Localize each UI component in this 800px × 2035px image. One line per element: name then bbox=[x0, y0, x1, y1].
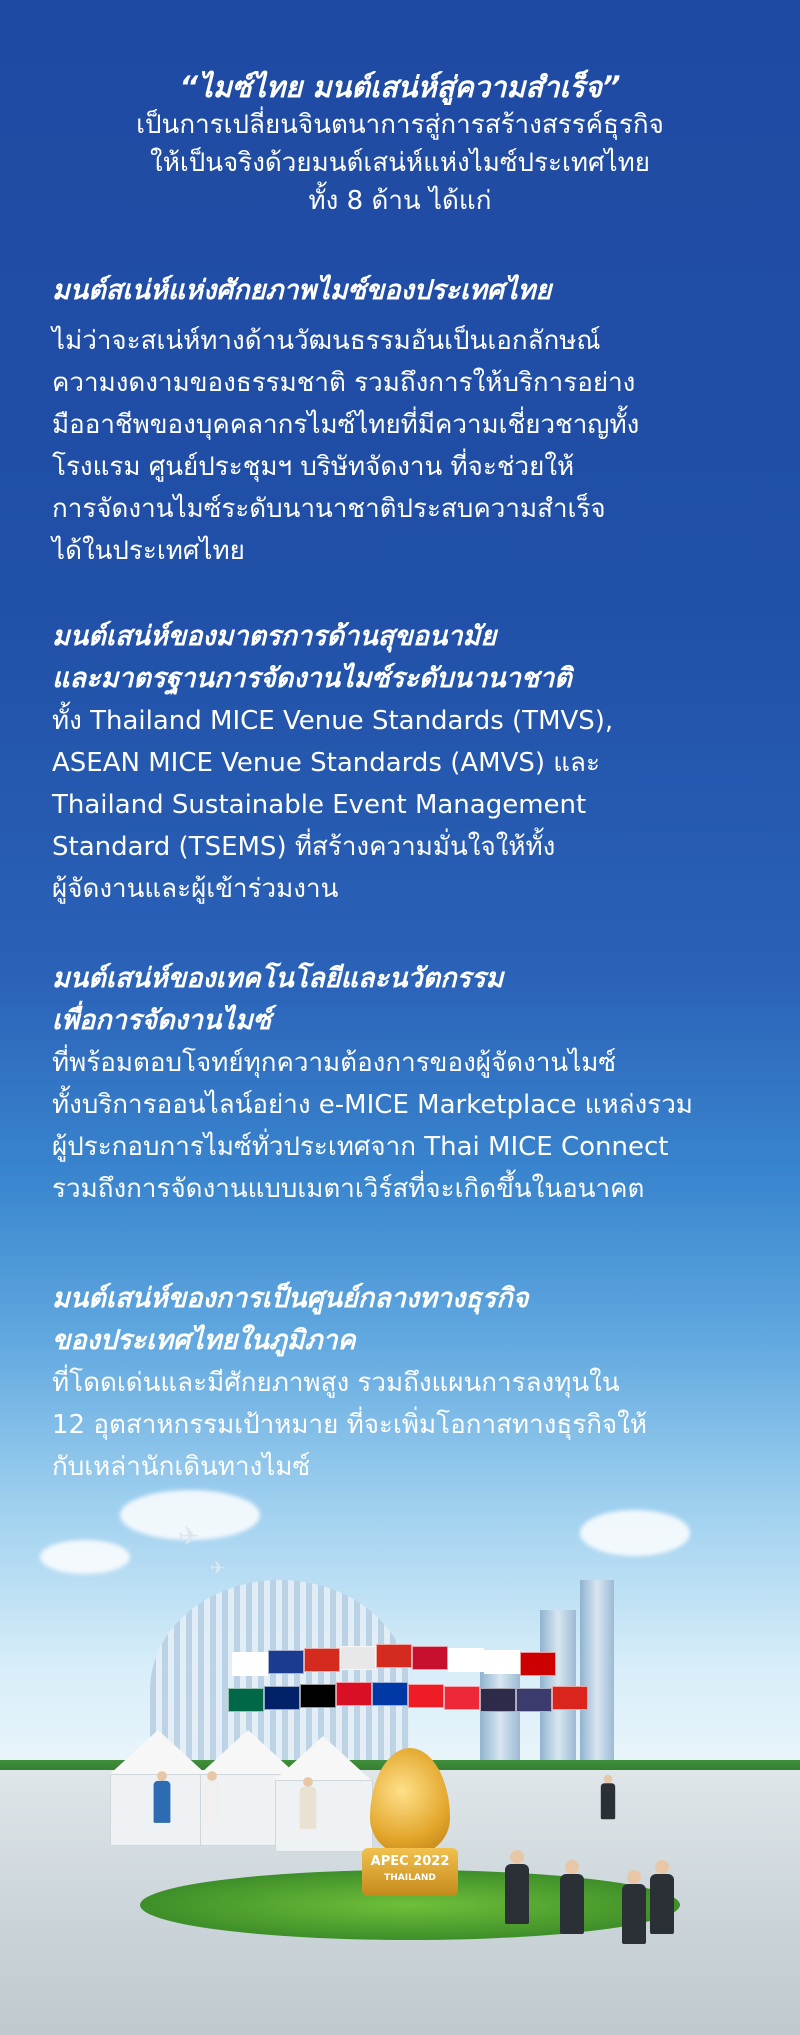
section-heading: มนต์เสน่ห์ของเทคโนโลยีและนวัตกรรม bbox=[52, 963, 504, 994]
body-line: ASEAN MICE Venue Standards (AMVS) และ bbox=[52, 748, 600, 778]
person bbox=[154, 1771, 171, 1823]
flag bbox=[340, 1646, 376, 1670]
intro-line: ให้เป็นจริงด้วยมนต์เสน่ห์แห่งไมซ์ประเทศไทย bbox=[150, 148, 650, 178]
body-line: รวมถึงการจัดงานแบบเมตาเวิร์สที่จะเกิดขึ้นในอนาคต bbox=[52, 1174, 645, 1204]
body-line: ความงดงามของธรรมชาติ รวมถึงการให้บริการอย่าง bbox=[52, 368, 636, 398]
body-line: มืออาชีพของบุคคลากรไมซ์ไทยที่มีความเชี่ยวชาญทั้ง bbox=[52, 410, 640, 440]
body-line: ที่พร้อมตอบโจทย์ทุกความต้องการของผู้จัดงานไมซ์ bbox=[52, 1048, 617, 1078]
section-body bbox=[52, 700, 764, 910]
apec-trophy-icon bbox=[362, 1748, 458, 1898]
flag bbox=[444, 1686, 480, 1710]
body-line: ทั้งบริการออนไลน์อย่าง e-MICE Marketplace แหล่งรวม bbox=[52, 1090, 693, 1120]
section-heading: ของประเทศไทยในภูมิภาค bbox=[52, 1325, 356, 1356]
cloud bbox=[580, 1510, 690, 1556]
skyscraper bbox=[580, 1580, 614, 1780]
booth bbox=[275, 1780, 373, 1852]
trophy-plate bbox=[362, 1848, 458, 1896]
body-line: กับเหล่านักเดินทางไมซ์ bbox=[52, 1452, 311, 1482]
booth-tent bbox=[275, 1736, 371, 1780]
body-line: ผู้จัดงานและผู้เข้าร่วมงาน bbox=[52, 874, 339, 904]
event-illustration bbox=[0, 1430, 800, 2035]
intro-block bbox=[0, 68, 800, 220]
section-heading: มนต์เสน่ห์ของการเป็นศูนย์กลางทางธุรกิจ bbox=[52, 1283, 529, 1314]
flag bbox=[412, 1646, 448, 1670]
body-line: Thailand Sustainable Event Management bbox=[52, 790, 587, 820]
airplane-icon: ✈ bbox=[210, 1558, 226, 1579]
section-hygiene-standards bbox=[52, 616, 764, 910]
person bbox=[650, 1860, 674, 1934]
person bbox=[300, 1777, 317, 1829]
body-line: การจัดงานไมซ์ระดับนานาชาติประสบความสำเร็จ bbox=[52, 494, 606, 524]
body-line: ทั้ง Thailand MICE Venue Standards (TMVS), bbox=[52, 706, 614, 736]
person bbox=[560, 1860, 584, 1934]
person bbox=[505, 1850, 529, 1924]
body-line: Standard (TSEMS) ที่สร้างความมั่นใจให้ทั้ง bbox=[52, 832, 556, 862]
flag bbox=[448, 1648, 484, 1672]
trophy-line1: APEC 2022 bbox=[370, 1854, 450, 1869]
section-heading: มนต์สเน่ห์แห่งศักยภาพไมซ์ของประเทศไทย bbox=[52, 275, 552, 306]
section-body bbox=[52, 1042, 764, 1210]
cloud bbox=[40, 1540, 130, 1574]
flag bbox=[408, 1684, 444, 1708]
booth-tent bbox=[110, 1730, 206, 1774]
intro-line: ทั้ง 8 ด้าน ได้แก่ bbox=[308, 186, 492, 216]
flag bbox=[520, 1652, 556, 1676]
flag bbox=[232, 1652, 268, 1676]
flag bbox=[552, 1686, 588, 1710]
body-line: โรงแรม ศูนย์ประชุมฯ บริษัทจัดงาน ที่จะช่วยให้ bbox=[52, 452, 575, 482]
section-heading: เพื่อการจัดงานไมซ์ bbox=[52, 1005, 272, 1036]
flag bbox=[300, 1684, 336, 1708]
flag bbox=[268, 1650, 304, 1674]
body-line: 12 อุตสาหกรรมเป้าหมาย ที่จะเพิ่มโอกาสทางธุรกิจให้ bbox=[52, 1410, 648, 1440]
body-line: ผู้ประกอบการไมซ์ทั่วประเทศจาก Thai MICE Connect bbox=[52, 1132, 669, 1162]
person bbox=[622, 1870, 646, 1944]
flag bbox=[376, 1644, 412, 1668]
intro-line: เป็นการเปลี่ยนจินตนาการสู่การสร้างสรรค์ธุรกิจ bbox=[136, 110, 664, 140]
flag bbox=[264, 1686, 300, 1710]
section-technology-innovation bbox=[52, 958, 764, 1210]
flag bbox=[336, 1682, 372, 1706]
body-line: ได้ในประเทศไทย bbox=[52, 536, 245, 566]
flag bbox=[516, 1688, 552, 1712]
flag bbox=[304, 1648, 340, 1672]
section-heading: และมาตรฐานการจัดงานไมซ์ระดับนานาชาติ bbox=[52, 663, 572, 694]
body-line: ไม่ว่าจะสเน่ห์ทางด้านวัฒนธรรมอันเป็นเอกลักษณ์ bbox=[52, 326, 601, 356]
person bbox=[204, 1771, 221, 1823]
trophy-drop bbox=[370, 1748, 450, 1856]
flag bbox=[480, 1688, 516, 1712]
flag bbox=[372, 1682, 408, 1706]
intro-quote: “ไมซ์ไทย มนต์เสน่ห์สู่ความสำเร็จ” bbox=[179, 70, 621, 104]
section-body bbox=[52, 320, 764, 572]
airplane-icon: ✈ bbox=[178, 1522, 200, 1552]
person bbox=[601, 1775, 615, 1819]
trophy-line2: THAILAND bbox=[384, 1873, 436, 1883]
section-heading: มนต์เสน่ห์ของมาตรการด้านสุขอนามัย bbox=[52, 621, 497, 652]
flag bbox=[484, 1650, 520, 1674]
flag bbox=[228, 1688, 264, 1712]
body-line: ที่โดดเด่นและมีศักยภาพสูง รวมถึงแผนการลงทุนใน bbox=[52, 1368, 620, 1398]
section-mice-potential bbox=[52, 270, 764, 572]
